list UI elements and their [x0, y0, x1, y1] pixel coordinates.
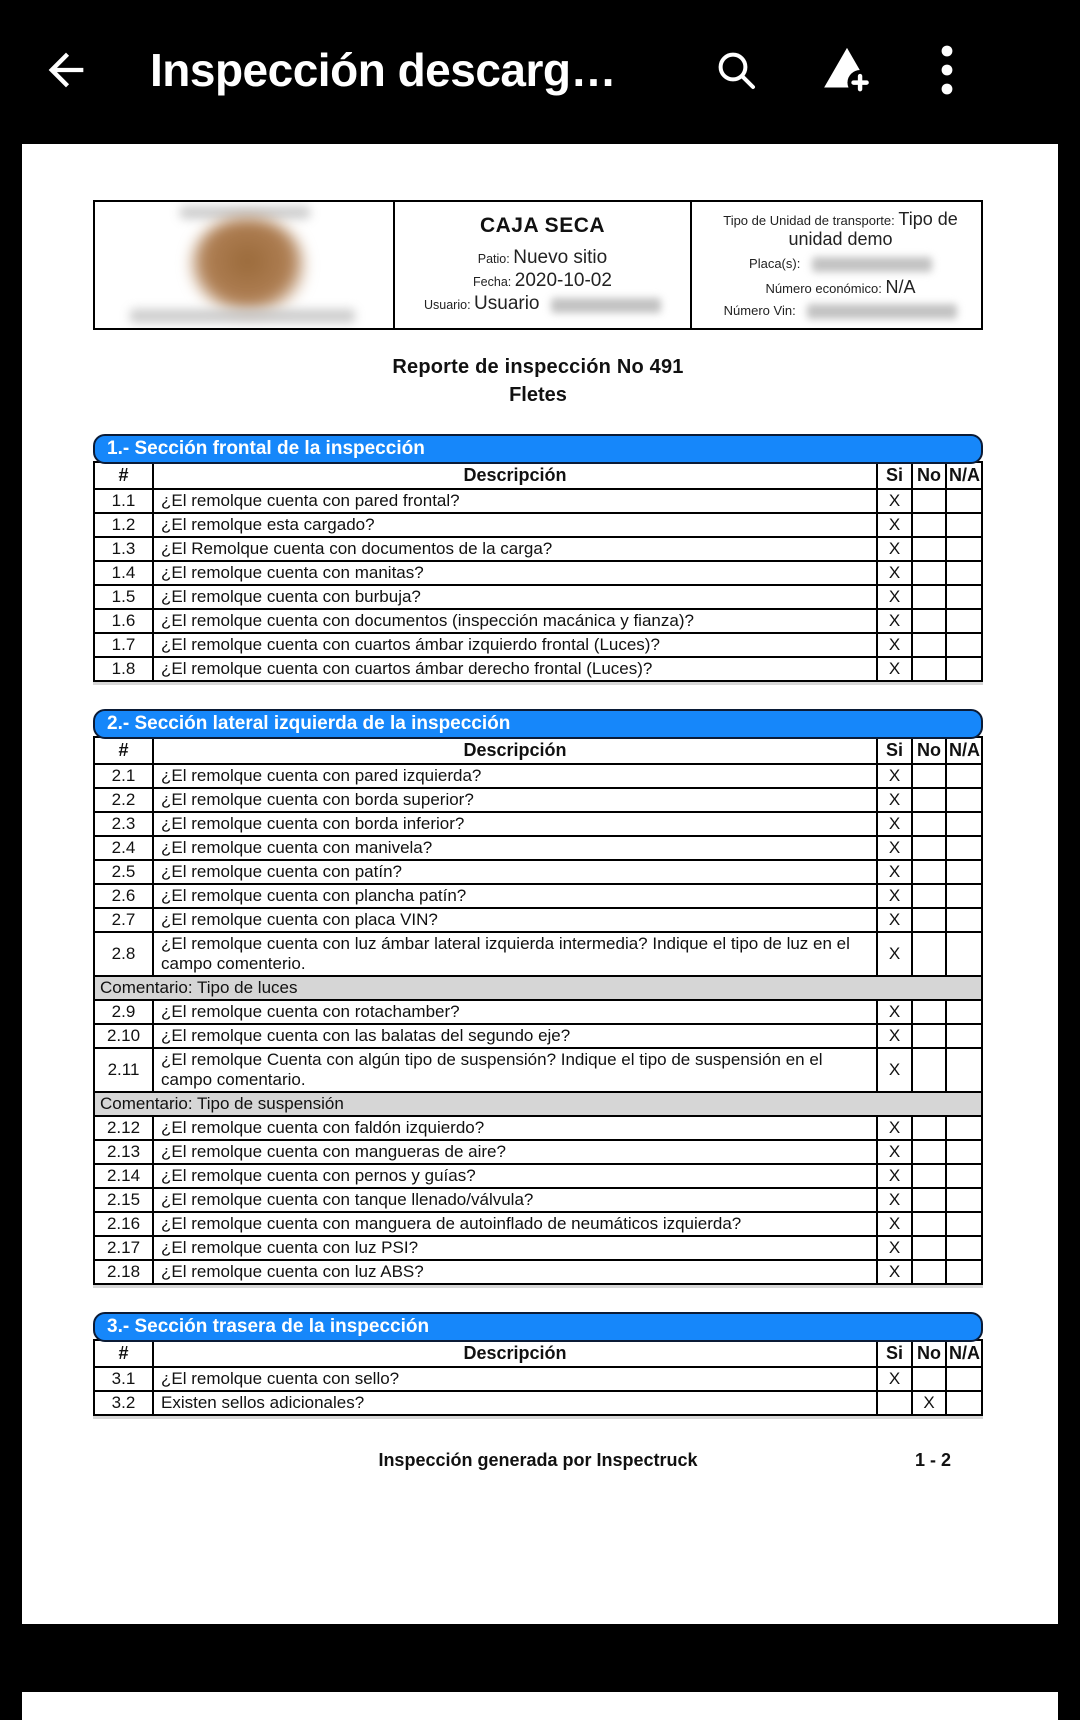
column-header-si: Si	[877, 462, 912, 489]
comment-row	[94, 976, 982, 1000]
three-dot-menu-icon	[940, 42, 954, 98]
no-mark-cell	[912, 561, 946, 585]
row-number: 2.15	[94, 1188, 153, 1212]
search-button[interactable]	[710, 44, 762, 96]
table-row	[94, 1000, 982, 1024]
table-row	[94, 764, 982, 788]
row-description: ¿El remolque esta cargado?	[153, 513, 877, 537]
table-row	[94, 657, 982, 681]
na-mark-cell	[946, 1164, 982, 1188]
section-title-bar: 3.- Sección trasera de la inspección	[93, 1312, 983, 1342]
search-icon	[712, 46, 760, 94]
si-mark-cell: X	[877, 1024, 912, 1048]
column-header-descripcion: Descripción	[153, 1340, 877, 1367]
no-mark-cell	[912, 1164, 946, 1188]
unit-class-title: CAJA SECA	[479, 214, 606, 237]
table-row	[94, 836, 982, 860]
na-mark-cell	[946, 1212, 982, 1236]
numero-vin-line	[702, 301, 979, 320]
no-mark-cell	[912, 1140, 946, 1164]
na-mark-cell	[946, 489, 982, 513]
row-number: 1.2	[94, 513, 153, 537]
table-row	[94, 1367, 982, 1391]
row-number: 2.17	[94, 1236, 153, 1260]
inspection-section	[93, 1312, 983, 1416]
placas-label: Placa(s):	[749, 256, 801, 271]
fecha-line	[395, 270, 690, 293]
si-mark-cell: X	[877, 1367, 912, 1391]
si-mark-cell: X	[877, 1188, 912, 1212]
row-number: 2.16	[94, 1212, 153, 1236]
column-header-num: #	[94, 737, 153, 764]
no-mark-cell	[912, 657, 946, 681]
row-number: 1.3	[94, 537, 153, 561]
usuario-value: Usuario	[474, 293, 540, 314]
no-mark-cell	[912, 1236, 946, 1260]
no-mark-cell	[912, 1367, 946, 1391]
numero-economico-value: N/A	[885, 277, 916, 297]
table-row	[94, 1116, 982, 1140]
table-header-row	[94, 737, 982, 764]
inspection-table	[93, 736, 983, 1285]
row-number: 2.10	[94, 1024, 153, 1048]
row-description: ¿El remolque cuenta con sello?	[153, 1367, 877, 1391]
row-number: 2.7	[94, 908, 153, 932]
sections-container	[93, 434, 983, 1416]
table-row	[94, 1048, 982, 1092]
na-mark-cell	[946, 1116, 982, 1140]
company-logo-redacted	[95, 202, 395, 328]
column-header-num: #	[94, 462, 153, 489]
no-mark-cell	[912, 764, 946, 788]
si-mark-cell: X	[877, 633, 912, 657]
table-row	[94, 812, 982, 836]
overflow-menu-button[interactable]	[932, 40, 962, 100]
row-description: ¿El remolque cuenta con manitas?	[153, 561, 877, 585]
column-header-descripcion: Descripción	[153, 462, 877, 489]
redacted-placas-value	[812, 257, 932, 272]
no-mark-cell	[912, 1024, 946, 1048]
row-number: 2.9	[94, 1000, 153, 1024]
row-number: 3.2	[94, 1391, 153, 1415]
na-mark-cell	[946, 1367, 982, 1391]
row-description: ¿El remolque cuenta con las balatas del segundo eje?	[153, 1024, 877, 1048]
redacted-vin-value	[807, 304, 957, 319]
no-mark-cell	[912, 860, 946, 884]
row-description: ¿El remolque cuenta con luz PSI?	[153, 1236, 877, 1260]
table-row	[94, 1391, 982, 1415]
si-mark-cell: X	[877, 860, 912, 884]
si-mark-cell: X	[877, 513, 912, 537]
no-mark-cell	[912, 1260, 946, 1284]
na-mark-cell	[946, 836, 982, 860]
na-mark-cell	[946, 812, 982, 836]
na-mark-cell	[946, 1140, 982, 1164]
row-description: ¿El remolque cuenta con mangueras de aire?	[153, 1140, 877, 1164]
si-mark-cell: X	[877, 1116, 912, 1140]
no-mark-cell	[912, 932, 946, 976]
no-mark-cell	[912, 513, 946, 537]
page-number: 1 - 2	[914, 1450, 951, 1470]
table-row	[94, 932, 982, 976]
na-mark-cell	[946, 884, 982, 908]
no-mark-cell	[912, 884, 946, 908]
row-number: 1.5	[94, 585, 153, 609]
row-description: ¿El remolque cuenta con cuartos ámbar izquierdo frontal (Luces)?	[153, 633, 877, 657]
si-mark-cell	[877, 1391, 912, 1415]
numero-economico-label: Número económico:	[765, 281, 882, 296]
row-number: 3.1	[94, 1367, 153, 1391]
na-mark-cell	[946, 1236, 982, 1260]
row-description: ¿El remolque cuenta con patín?	[153, 860, 877, 884]
si-mark-cell: X	[877, 1164, 912, 1188]
document-viewer[interactable]	[0, 140, 1080, 1720]
table-row	[94, 633, 982, 657]
table-row	[94, 908, 982, 932]
na-mark-cell	[946, 788, 982, 812]
row-number: 1.1	[94, 489, 153, 513]
no-mark-cell	[912, 1048, 946, 1092]
row-number: 2.11	[94, 1048, 153, 1092]
table-row	[94, 1164, 982, 1188]
tipo-unidad-label: Tipo de Unidad de transporte:	[723, 213, 895, 228]
numero-economico-line	[702, 278, 979, 298]
si-mark-cell: X	[877, 489, 912, 513]
numero-vin-label: Número Vin:	[723, 303, 796, 318]
na-mark-cell	[946, 1048, 982, 1092]
no-mark-cell	[912, 908, 946, 932]
column-header-no: No	[912, 1340, 946, 1367]
comment-cell: Comentario: Tipo de suspensión	[94, 1092, 982, 1116]
si-mark-cell: X	[877, 657, 912, 681]
table-row	[94, 513, 982, 537]
row-description: ¿El remolque cuenta con manivela?	[153, 836, 877, 860]
no-mark-cell	[912, 585, 946, 609]
report-title: Reporte de inspección No 491	[392, 356, 684, 378]
no-mark-cell	[912, 1212, 946, 1236]
inspection-section	[93, 709, 983, 1285]
row-number: 2.5	[94, 860, 153, 884]
table-row	[94, 1260, 982, 1284]
table-row	[94, 561, 982, 585]
na-mark-cell	[946, 657, 982, 681]
no-mark-cell	[912, 788, 946, 812]
na-mark-cell	[946, 561, 982, 585]
na-mark-cell	[946, 585, 982, 609]
si-mark-cell: X	[877, 561, 912, 585]
patio-value: Nuevo sitio	[513, 247, 608, 268]
app-bar-actions	[710, 40, 962, 100]
table-row	[94, 537, 982, 561]
no-mark-cell	[912, 609, 946, 633]
si-mark-cell: X	[877, 1140, 912, 1164]
tipo-unidad-value: Tipo de unidad demo	[788, 209, 958, 249]
report-subtitle: Fletes	[509, 384, 567, 406]
table-header-row	[94, 462, 982, 489]
row-description: ¿El remolque cuenta con borda inferior?	[153, 812, 877, 836]
column-header-na: N/A	[946, 462, 982, 489]
row-number: 1.6	[94, 609, 153, 633]
na-mark-cell	[946, 860, 982, 884]
row-description: ¿El remolque cuenta con placa VIN?	[153, 908, 877, 932]
row-description: ¿El remolque cuenta con cuartos ámbar derecho frontal (Luces)?	[153, 657, 877, 681]
na-mark-cell	[946, 908, 982, 932]
row-description: ¿El remolque cuenta con pernos y guías?	[153, 1164, 877, 1188]
na-mark-cell	[946, 932, 982, 976]
row-description: ¿El remolque Cuenta con algún tipo de suspensión? Indique el tipo de suspensión en el campo comentario.	[153, 1048, 877, 1092]
row-description: ¿El remolque cuenta con faldón izquierdo?	[153, 1116, 877, 1140]
si-mark-cell: X	[877, 1048, 912, 1092]
app-bar-title: Inspección descarg…	[150, 44, 616, 96]
add-to-drive-button[interactable]	[818, 41, 876, 99]
no-mark-cell	[912, 633, 946, 657]
row-number: 2.12	[94, 1116, 153, 1140]
row-number: 2.1	[94, 764, 153, 788]
comment-row	[94, 1092, 982, 1116]
column-header-na: N/A	[946, 1340, 982, 1367]
na-mark-cell	[946, 609, 982, 633]
na-mark-cell	[946, 1024, 982, 1048]
row-number: 1.8	[94, 657, 153, 681]
row-description: ¿El remolque cuenta con pared frontal?	[153, 489, 877, 513]
row-number: 2.3	[94, 812, 153, 836]
table-row	[94, 788, 982, 812]
document-footer	[93, 1450, 983, 1471]
si-mark-cell: X	[877, 1260, 912, 1284]
table-row	[94, 1212, 982, 1236]
si-mark-cell: X	[877, 788, 912, 812]
pdf-page-1	[22, 144, 1058, 1624]
table-row	[94, 585, 982, 609]
inspection-table	[93, 1339, 983, 1416]
si-mark-cell: X	[877, 585, 912, 609]
na-mark-cell	[946, 633, 982, 657]
row-description: ¿El remolque cuenta con burbuja?	[153, 585, 877, 609]
table-row	[94, 1188, 982, 1212]
si-mark-cell: X	[877, 1000, 912, 1024]
row-description: ¿El remolque cuenta con tanque llenado/válvula?	[153, 1188, 877, 1212]
column-header-descripcion: Descripción	[153, 737, 877, 764]
na-mark-cell	[946, 1260, 982, 1284]
column-header-si: Si	[877, 737, 912, 764]
back-arrow-icon	[40, 44, 92, 96]
header-right-cell	[692, 202, 985, 328]
si-mark-cell: X	[877, 836, 912, 860]
document-header-table	[93, 200, 983, 330]
row-description: ¿El remolque cuenta con pared izquierda?	[153, 764, 877, 788]
add-to-drive-icon	[819, 42, 875, 98]
table-header-row	[94, 1340, 982, 1367]
row-description: ¿El remolque cuenta con documentos (inspección macánica y fianza)?	[153, 609, 877, 633]
fecha-label: Fecha:	[473, 275, 512, 289]
no-mark-cell	[912, 489, 946, 513]
row-number: 2.4	[94, 836, 153, 860]
si-mark-cell: X	[877, 884, 912, 908]
column-header-no: No	[912, 462, 946, 489]
row-description: ¿El remolque cuenta con rotachamber?	[153, 1000, 877, 1024]
row-number: 2.8	[94, 932, 153, 976]
row-description: ¿El remolque cuenta con luz ámbar lateral izquierda intermedia? Indique el tipo de luz en el campo comenterio.	[153, 932, 877, 976]
section-title-bar: 2.- Sección lateral izquierda de la inspección	[93, 709, 983, 739]
si-mark-cell: X	[877, 764, 912, 788]
app-bar	[0, 0, 1080, 140]
table-row	[94, 489, 982, 513]
redacted-usuario-value	[551, 298, 661, 313]
si-mark-cell: X	[877, 1212, 912, 1236]
si-mark-cell: X	[877, 932, 912, 976]
row-number: 1.7	[94, 633, 153, 657]
comment-cell: Comentario: Tipo de luces	[94, 976, 982, 1000]
table-row	[94, 1024, 982, 1048]
no-mark-cell	[912, 1116, 946, 1140]
na-mark-cell	[946, 513, 982, 537]
table-row	[94, 884, 982, 908]
si-mark-cell: X	[877, 908, 912, 932]
table-row	[94, 1236, 982, 1260]
row-description: ¿El remolque cuenta con plancha patín?	[153, 884, 877, 908]
na-mark-cell	[946, 1188, 982, 1212]
na-mark-cell	[946, 537, 982, 561]
row-number: 2.13	[94, 1140, 153, 1164]
column-header-no: No	[912, 737, 946, 764]
na-mark-cell	[946, 764, 982, 788]
tipo-unidad-line	[702, 210, 979, 250]
company-logo-blurred	[190, 218, 305, 314]
footer-text: Inspección generada por Inspectruck	[378, 1450, 698, 1470]
row-number: 2.2	[94, 788, 153, 812]
row-description: ¿El remolque cuenta con manguera de autoinflado de neumáticos izquierda?	[153, 1212, 877, 1236]
si-mark-cell: X	[877, 1236, 912, 1260]
na-mark-cell	[946, 1000, 982, 1024]
fecha-value: 2020-10-02	[514, 270, 612, 291]
usuario-line	[395, 293, 690, 316]
column-header-na: N/A	[946, 737, 982, 764]
si-mark-cell: X	[877, 609, 912, 633]
row-description: ¿El remolque cuenta con luz ABS?	[153, 1260, 877, 1284]
si-mark-cell: X	[877, 812, 912, 836]
back-button[interactable]	[38, 42, 94, 98]
column-header-num: #	[94, 1340, 153, 1367]
patio-line	[395, 247, 690, 270]
pdf-page-2-preview	[22, 1692, 1058, 1720]
usuario-label: Usuario:	[424, 298, 471, 312]
no-mark-cell	[912, 812, 946, 836]
row-number: 2.18	[94, 1260, 153, 1284]
no-mark-cell	[912, 537, 946, 561]
table-row	[94, 860, 982, 884]
na-mark-cell	[946, 1391, 982, 1415]
no-mark-cell	[912, 836, 946, 860]
section-title-bar: 1.- Sección frontal de la inspección	[93, 434, 983, 464]
no-mark-cell: X	[912, 1391, 946, 1415]
no-mark-cell	[912, 1188, 946, 1212]
row-description: ¿El remolque cuenta con borda superior?	[153, 788, 877, 812]
row-number: 2.6	[94, 884, 153, 908]
redacted-text-bar	[130, 309, 355, 323]
placas-line	[702, 254, 979, 273]
inspection-section	[93, 434, 983, 682]
inspection-table	[93, 461, 983, 682]
no-mark-cell	[912, 1000, 946, 1024]
si-mark-cell: X	[877, 537, 912, 561]
header-center-cell	[395, 202, 692, 328]
row-description: Existen sellos adicionales?	[153, 1391, 877, 1415]
patio-label: Patio:	[477, 252, 510, 266]
row-number: 2.14	[94, 1164, 153, 1188]
column-header-si: Si	[877, 1340, 912, 1367]
table-row	[94, 1140, 982, 1164]
row-description: ¿El Remolque cuenta con documentos de la carga?	[153, 537, 877, 561]
table-row	[94, 609, 982, 633]
row-number: 1.4	[94, 561, 153, 585]
